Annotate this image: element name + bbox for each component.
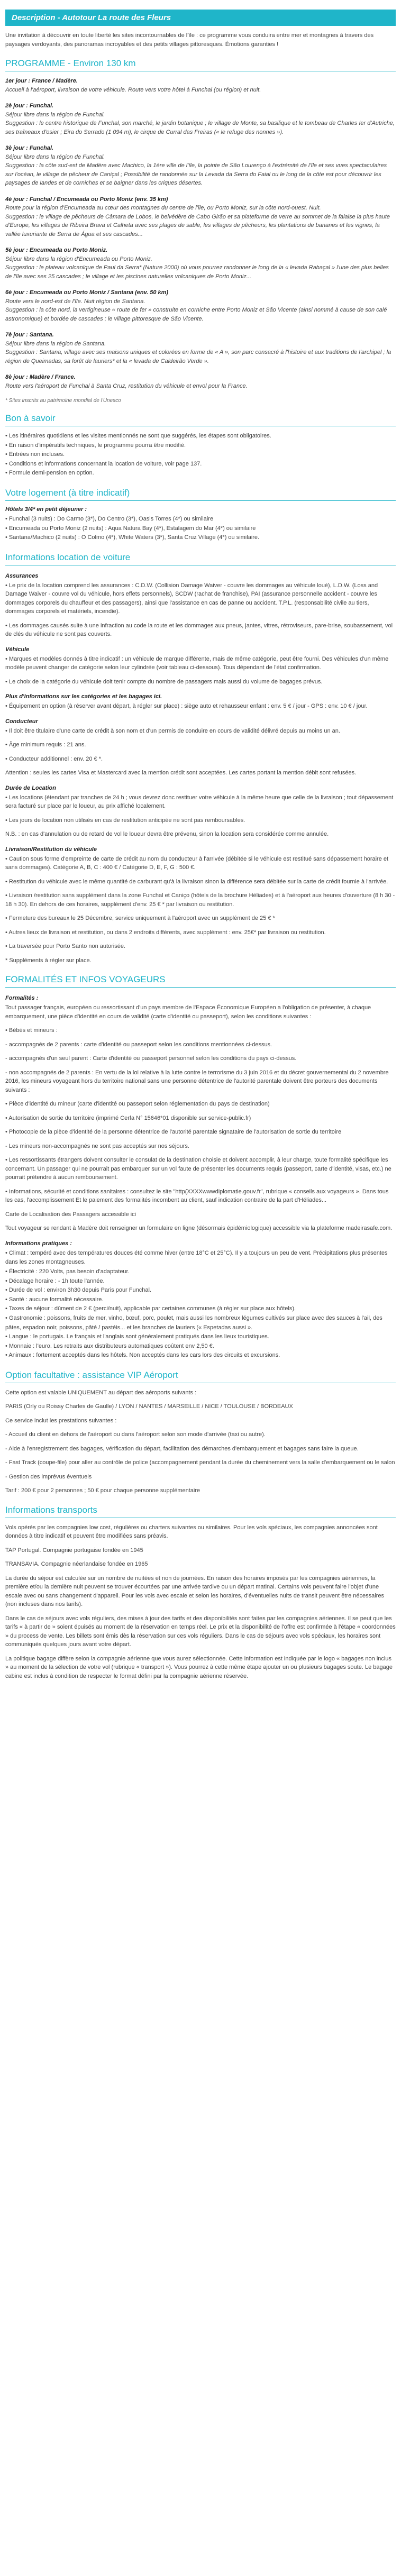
day-title: 2è jour : Funchal. <box>5 103 54 109</box>
day-title: 7è jour : Santana. <box>5 332 54 338</box>
location-paragraph: • Âge minimum requis : 21 ans. <box>5 742 86 748</box>
bon-savoir-item: • Les itinéraires quotidiens et les visites mentionnés ne sont que suggérés, les étapes sont obligatoires. <box>5 432 396 441</box>
location-paragraph: • Les jours de location non utilisés en cas de restitution anticipée ne sont pas remboursables. <box>5 817 245 824</box>
infos-pratiques-item: • Santé : aucune formalité nécessaire. <box>5 1295 396 1305</box>
formalites-paragraph: - Les mineurs non-accompagnés ne sont pas acceptés sur nos séjours. <box>5 1143 189 1149</box>
location-paragraph: • Conducteur additionnel : env. 20 € *. <box>5 755 103 762</box>
day-title: 3è jour : Funchal. <box>5 145 54 151</box>
hotel-intro: Hôtels 3/4* en petit déjeuner : <box>5 506 87 513</box>
day-block <box>5 195 396 239</box>
vip-paragraph: Ce service inclut les prestations suivantes : <box>5 1417 117 1424</box>
infos-pratiques-item: • Électricité : 220 Volts, pas besoin d'adaptateur. <box>5 1267 396 1277</box>
location-paragraph: • Équipement en option (à réserver avant départ, à régler sur place) : siège auto et rehausseur enfant : env. 5 € / jour - GPS : env. 10 € / jour. <box>5 703 368 710</box>
bon-savoir-heading: Bon à savoir <box>5 413 396 426</box>
vip-paras <box>5 1389 396 1495</box>
formalites-paragraph: • Bébés et mineurs : <box>5 1027 58 1034</box>
location-paragraph: • Le prix de la location comprend les assurances : C.D.W. (Collision Damage Waiver - couvre les dommages au véhicule loué), L.D.W. (Loss and Damage Waiver - couvre vol du véhicule, hors effets personnels), SCDW (rachat de franchise), PAI (assurance personnelle accident - couvre les dommages corporels du chauffeur et des passagers), ainsi que l'assistance en cas de panne ou accident. T.P.L. (responsabilité civile au tiers, dommages corporels et matériels, incendie). <box>5 582 378 615</box>
transports-paragraph: La durée du séjour est calculée sur un nombre de nuitées et non de journées. En raison des horaires imposés par les compagnies aériennes, la première et/ou la dernière nuit peuvent se trouver écourtées par une arrivée tardive ou un départ matinal. Certains vols peuvent faire l'objet d'une escale avec ou sans changement d'appareil. Pour les vols avec escale et selon les horaires, d'éventuelles nuits de transit peuvent être nécessaires (non incluses dans nos tarifs). <box>5 1575 384 1608</box>
day-block <box>5 288 396 323</box>
hotel-list <box>5 515 396 543</box>
hotel-item: • Funchal (3 nuits) : Do Carmo (3*), Do Centro (3*), Oasis Torres (4*) ou similaire <box>5 515 396 524</box>
vip-paragraph: Cette option est valable UNIQUEMENT au départ des aéroports suivants : <box>5 1389 197 1396</box>
day-line: Route pour la région d'Encumeada au cœur des montagnes du centre de l'île, ou Porto Moniz, sur la côte nord-ouest. Nuit. <box>5 205 321 211</box>
intro-text: Une invitation à découvrir en toute liberté les sites incontournables de l'île : ce programme vous conduira entre mer et montagnes à travers des paysages verdoyants, des panoramas incroyables et des petits villages pittoresques. Émotions garanties ! <box>5 32 374 48</box>
day-line: Suggestion : Santana, village avec ses maisons uniques et colorées en forme de « A », son parc consacré à l'histoire et aux traditions de l'archipel ; la région de Queimadas, sa forêt de lauriers* et la « levada de Caldeirão Verde ». <box>5 349 391 364</box>
day-line: Séjour libre dans la région de Funchal. <box>5 111 105 118</box>
location-paragraph: • La traversée pour Porto Santo non autorisée. <box>5 943 126 950</box>
day-title: 5è jour : Encumeada ou Porto Moniz. <box>5 247 108 253</box>
day-block <box>5 77 396 94</box>
unesco-note: * Sites inscrits au patrimoine mondial de l'Unesco <box>5 398 121 404</box>
infos-pratiques-item: • Climat : tempéré avec des températures douces été comme hiver (entre 18°C et 25°C). Il y a toujours un peu de vent. Précipitations plus présentes dans les zones montagneuses. <box>5 1249 396 1267</box>
day-line: Séjour libre dans la région d'Encumeada ou Porto Moniz. <box>5 255 152 262</box>
vip-paragraph: - Fast Track (coupe-file) pour aller au contrôle de police (accompagnement pendant la durée du cheminement vers la salle d'embarquement ou le salon <box>5 1459 395 1466</box>
transports-paragraph: TAP Portugal. Compagnie portugaise fondée en 1945 <box>5 1547 143 1554</box>
day-block <box>5 246 396 281</box>
bon-savoir-item: • Conditions et informations concernant la location de voiture, voir page 137. <box>5 460 396 469</box>
location-subhead: Plus d'informations sur les catégories et les bagages ici. <box>5 693 162 700</box>
day-line: Séjour libre dans la région de Funchal. <box>5 153 105 160</box>
infos-pratiques-item: • Durée de vol : environ 3h30 depuis Paris pour Funchal. <box>5 1286 396 1295</box>
hotel-heading: Votre logement (à titre indicatif) <box>5 488 396 501</box>
location-paragraph: • Autres lieux de livraison et restitution, ou dans 2 endroits différents, avec supplément : env. 25€* par livraison ou restitution. <box>5 929 326 936</box>
formalites-paragraph: Carte de Localisation des Passagers accessible ici <box>5 1211 136 1218</box>
location-paragraph: Attention : seules les cartes Visa et Mastercard avec la mention crédit sont acceptées. Les cartes portant la mention débit sont refusées. <box>5 770 357 777</box>
day-line: Séjour libre dans la région de Santana. <box>5 340 106 347</box>
formalites-paragraph: • Les ressortissants étrangers doivent consulter le consulat de la destination choisie et doivent accomplir, à leur charge, toute formalité spécifique les concernant. Un passager qui ne pourrait pas embarquer sur un vol faute de présenter les documents requis (passeport, carte d'identité, visas, etc.) ne pourrait prétendre à aucun remboursement. <box>5 1157 391 1181</box>
location-blocks <box>5 573 396 965</box>
infos-pratiques-item: • Décalage horaire : - 1h toute l'année. <box>5 1277 396 1286</box>
day-block <box>5 331 396 366</box>
formalites-paragraph: Tout passager français, européen ou ressortissant d'un pays membre de l'Espace Économique Européen a l'obligation de présenter, à chaque embarquement, une pièce d'identité en cours de validité (carte d'identité ou passeport), selon les conditions suivantes : <box>5 1004 371 1020</box>
formalites-paragraph: • Informations, sécurité et conditions sanitaires : consultez le site "http(XXXXwwwdiplomatie.gouv.fr", rubrique « conseils aux voyageurs ». Dans tous les cas, l'accomplissement Et le paiement des formalités incombent au client, sauf indication contraire de la part d'Héliades... <box>5 1188 389 1204</box>
day-line: Suggestion : la côte nord, la vertigineuse « route de fer » construite en corniche entre Porto Moniz et São Vicente (ainsi nommé à cause de son calé astronomique) et bordée de cascades ; le village pittoresque de São Vicente. <box>5 307 387 322</box>
location-subhead: Conducteur <box>5 718 38 725</box>
location-heading: Informations location de voiture <box>5 552 396 565</box>
formalites-paragraph: - accompagnés de 2 parents : carte d'identité ou passeport selon les conditions mentionnées ci-dessus. <box>5 1041 272 1048</box>
bon-savoir-item: • En raison d'impératifs techniques, le programme pourra être modifié. <box>5 441 396 451</box>
location-subhead: Durée de Location <box>5 784 56 791</box>
transports-paragraph: Dans le cas de séjours avec vols réguliers, des mises à jour des tarifs et des disponibilités sont faites par les compagnies aériennes. Il se peut que les tarifs « à partir de » soient épuisés au moment de la réservation en temps réel. Le prix et la disponibilité de l'offre est confirmée à l'étape « coordonnées » du process de vente. Les billets sont émis dès la réservation sur ces vols réguliers. Dans le cas de séjours avec vols spéciaux, les horaires sont communiqués quelques jours avant votre départ. <box>5 1615 396 1648</box>
transports-heading: Informations transports <box>5 1505 396 1518</box>
formalites-paragraph: - accompagnés d'un seul parent : Carte d'identité ou passeport personnel selon les conditions du pays ci-dessus. <box>5 1055 297 1062</box>
formalites-paragraph: • Pièce d'identité du mineur (carte d'identité ou passeport selon réglementation du pays de destination) <box>5 1101 270 1108</box>
infos-pratiques-item: • Taxes de séjour : dûment de 2 € (perci/nuit), applicable par certaines communes (à régler sur place aux hôtels). <box>5 1304 396 1314</box>
formalites-paragraph: • Photocopie de la pièce d'identité de la personne détentrice de l'autorité parentale signataire de l'autorisation de sortie du territoire <box>5 1129 342 1136</box>
formalites-subhead: Formalités : <box>5 995 39 1002</box>
vip-paragraph: PARIS (Orly ou Roissy Charles de Gaulle) / LYON / NANTES / MARSEILLE / NICE / TOULOUSE / BORDEAUX <box>5 1403 293 1410</box>
vip-paragraph: Tarif : 200 € pour 2 personnes ; 50 € pour chaque personne supplémentaire <box>5 1487 200 1494</box>
day-title: 1er jour : France / Madère. <box>5 78 78 84</box>
location-paragraph: * Suppléments à régler sur place. <box>5 957 92 964</box>
day-line: Suggestion : le village de pêcheurs de Câmara de Lobos, le belvédère de Cabo Girão et sa plateforme de verre au sommet de la falaise la plus haute d'Europe, les villages de Ribeira Brava et Calheta avec ses plages de sable, les villages de pêcheurs, les plantations de bananes et les vignes, la vallée luxuriante de Serra de Água et ses cascades... <box>5 213 390 237</box>
transports-paras <box>5 1523 396 1681</box>
location-paragraph: • Marques et modèles donnés à titre indicatif : un véhicule de marque différente, mais de même catégorie, peut être fourni. Des véhicules d'un même modèle peuvent changer de catégorie selon leur cylindrée (voir tableau ci-dessous). Tous dépendant de l'état confirmation. <box>5 655 389 671</box>
infos-pratiques-subhead: Informations pratiques : <box>5 1240 72 1247</box>
formalites-paragraph: - non accompagnés de 2 parents : En vertu de la loi relative à la lutte contre le terrorisme du 3 juin 2016 et du décret gouvernemental du 2 novembre 2016, les mineurs voyageant hors du territoire national sans une personne détentrice de l'autorité parentale doivent être porteurs des documents suivants : <box>5 1069 389 1093</box>
location-paragraph: • Le choix de la catégorie du véhicule doit tenir compte du nombre de passagers mais aussi du volume de bagages prévus. <box>5 678 323 685</box>
location-paragraph: • Restitution du véhicule avec le même quantité de carburant qu'à la livraison sinon la différence sera débitée sur la carte de crédit fournie à l'arrivée. <box>5 878 388 885</box>
formalites-paragraph: Tout voyageur se rendant à Madère doit renseigner un formulaire en ligne (désormais épidémiologique) accessible via la plateforme madeirasafe.com. <box>5 1225 393 1232</box>
hotel-item: • Santana/Machico (2 nuits) : O Colmo (4*), White Waters (3*), Santa Cruz Village (4*) ou similaire. <box>5 533 396 543</box>
infos-pratiques-item: • Gastronomie : poissons, fruits de mer, vinho, bœuf, porc, poulet, mais aussi les nombreux légumes cultivés sur place avec des sauces à l'ail, des pâtes, espadon noir, poissons, pâté / pastéis... et les branches de lauriers (« Espetadas aussi ». <box>5 1314 396 1332</box>
vip-paragraph: - Aide à l'enregistrement des bagages, vérification du départ, facilitation des démarches d'embarquement et bagages sans faire la queue. <box>5 1445 359 1452</box>
day-line: Route vers le nord-est de l'île. Nuit région de Santana. <box>5 298 145 305</box>
programme-days <box>5 77 396 390</box>
vip-paragraph: - Gestion des imprévus éventuels <box>5 1473 92 1480</box>
bon-savoir-item: • Formule demi-pension en option. <box>5 469 396 478</box>
infos-pratiques-list <box>5 1249 396 1360</box>
day-line: Suggestion : le centre historique de Funchal, son marché, le jardin botanique ; le village de Monte, sa basilique et le tombeau de Charles Ier d'Autriche, ses traîneaux d'osier ; Eira do Serrado (1 094 m), le cirque de Curral das Freiras (« le refuge des nonnes »). <box>5 120 395 135</box>
formalites-paras <box>5 1003 396 1233</box>
vip-paragraph: - Accueil du client en dehors de l'aéroport ou dans l'aéroport selon son mode d'arrivée (taxi ou autre). <box>5 1431 266 1438</box>
day-line: Accueil à l'aéroport, livraison de votre véhicule. Route vers votre hôtel à Funchal (ou région) et nuit. <box>5 86 261 93</box>
location-subhead: Livraison/Restitution du véhicule <box>5 846 97 853</box>
page-title: Description - Autotour La route des Fleurs <box>5 10 396 26</box>
infos-pratiques-item: • Langue : le portugais. Le français et l'anglais sont généralement pratiqués dans les lieux touristiques. <box>5 1332 396 1342</box>
day-line: Suggestion : le plateau volcanique de Paul da Serra* (Nature 2000) où vous pourrez randonner le long de la « levada Rabaçal » l'une des plus belles de l'île avec ses 25 cascades ; le village et les piscines naturelles volcaniques de Porto Moniz... <box>5 264 389 280</box>
transports-paragraph: Vols opérés par les compagnies low cost, régulières ou charters suivantes ou similaires. Pour les vols spéciaux, les compagnies annoncées sont données à titre indicatif et peuvent être modifiées sans préavis. <box>5 1524 378 1540</box>
location-paragraph: N.B. : en cas d'annulation ou de retard de vol le loueur devra être prévenu, sinon la location sera considérée comme annulée. <box>5 831 329 838</box>
day-block <box>5 373 396 390</box>
formalites-heading: FORMALITÉS ET INFOS VOYAGEURS <box>5 974 396 988</box>
vip-heading: Option facultative : assistance VIP Aéroport <box>5 1370 396 1383</box>
day-title: 8è jour : Madère / France. <box>5 374 76 380</box>
location-subhead: Assurances <box>5 572 39 579</box>
location-paragraph: • Les dommages causés suite à une infraction au code la route et les dommages aux pneus, jantes, vitres, rétroviseurs, pare-brise, soubassement, vol de clés du véhicule ne sont pas couverts. <box>5 622 393 638</box>
day-title: 4è jour : Funchal / Encumeada ou Porto Moniz (env. 35 km) <box>5 196 168 203</box>
day-block <box>5 102 396 136</box>
formalites-paragraph: • Autorisation de sortie du territoire (imprimé Cerfa N° 15646*01 disponible sur service-public.fr) <box>5 1115 251 1121</box>
infos-pratiques-item: • Animaux : fortement acceptés dans les hôtels. Non acceptés dans les cars lors des circuits et excursions. <box>5 1351 396 1360</box>
location-paragraph: • Il doit être titulaire d'une carte de crédit à son nom et d'un permis de conduire en cours de validité délivré depuis au moins un an. <box>5 727 340 734</box>
location-paragraph: • Les locations (étendant par tranches de 24 h ; vous devrez donc restituer votre véhicule à la même heure que celle de la livraison ; tout dépassement sera facturé sur place par le loueur, au prix affiché localement. <box>5 794 394 810</box>
transports-paragraph: La politique bagage diffère selon la compagnie aérienne que vous aurez sélectionnée. Cette information est indiquée par le logo « bagages non inclus » au moment de la sélection de votre vol (rubrique « transport »). Vous pourrez à cette même étape ajouter un ou plusieurs bagages soute. Le bagage cabine est inclus à condition de respecter le format défini par la compagnie aérienne réservée. <box>5 1655 393 1679</box>
day-title: 6è jour : Encumeada ou Porto Moniz / Santana (env. 50 km) <box>5 289 169 296</box>
bon-savoir-list <box>5 432 396 478</box>
day-line: Suggestion : la côte sud-est de Madère avec Machico, la 1ère ville de l'île, la pointe de São Lourenço à l'extrémité de l'île et ses vues spectaculaires sur l'océan, le village de pêcheur de Caniçal ; Possibilité de randonnée sur la Levada da Serra do Faial ou le long de la côte est pour découvrir les paysages de landes et de corniches et se baigner dans les criques désertes. <box>5 162 387 186</box>
bon-savoir-item: • Entrées non incluses. <box>5 450 396 460</box>
infos-pratiques-item: • Monnaie : l'euro. Les retraits aux distributeurs automatiques coûtent env 2,50 €. <box>5 1342 396 1351</box>
programme-heading: PROGRAMME - Environ 130 km <box>5 58 396 71</box>
day-block <box>5 144 396 188</box>
day-line: Route vers l'aéroport de Funchal à Santa Cruz, restitution du véhicule et envol pour la France. <box>5 382 248 389</box>
location-paragraph: • Livraison /restitution sans supplément dans la zone Funchal et Caniço (hôtels de la brochure Héliades) et à l'aéroport aux heures d'ouverture (8 h 30 - 18 h 30). En dehors de ces horaires, supplément d'env. 25 € * par livraison ou restitution. <box>5 892 395 908</box>
transports-paragraph: TRANSAVIA. Compagnie néerlandaise fondée en 1965 <box>5 1561 148 1568</box>
location-paragraph: • Fermeture des bureaux le 25 Décembre, service uniquement à l'aéroport avec un supplément de 25 € * <box>5 915 275 922</box>
hotel-item: • Encumeada ou Porto Moniz (2 nuits) : Aqua Natura Bay (4*), Estalagem do Mar (4*) ou similaire <box>5 524 396 534</box>
location-paragraph: • Caution sous forme d'empreinte de carte de crédit au nom du conducteur à l'arrivée (débitée si le véhicule est restitué sans dépassement horaire et sans dommages). Catégorie A, B, C : 400 € / Catégorie D, E, F, G : 500 €. <box>5 855 389 871</box>
location-subhead: Véhicule <box>5 646 30 653</box>
